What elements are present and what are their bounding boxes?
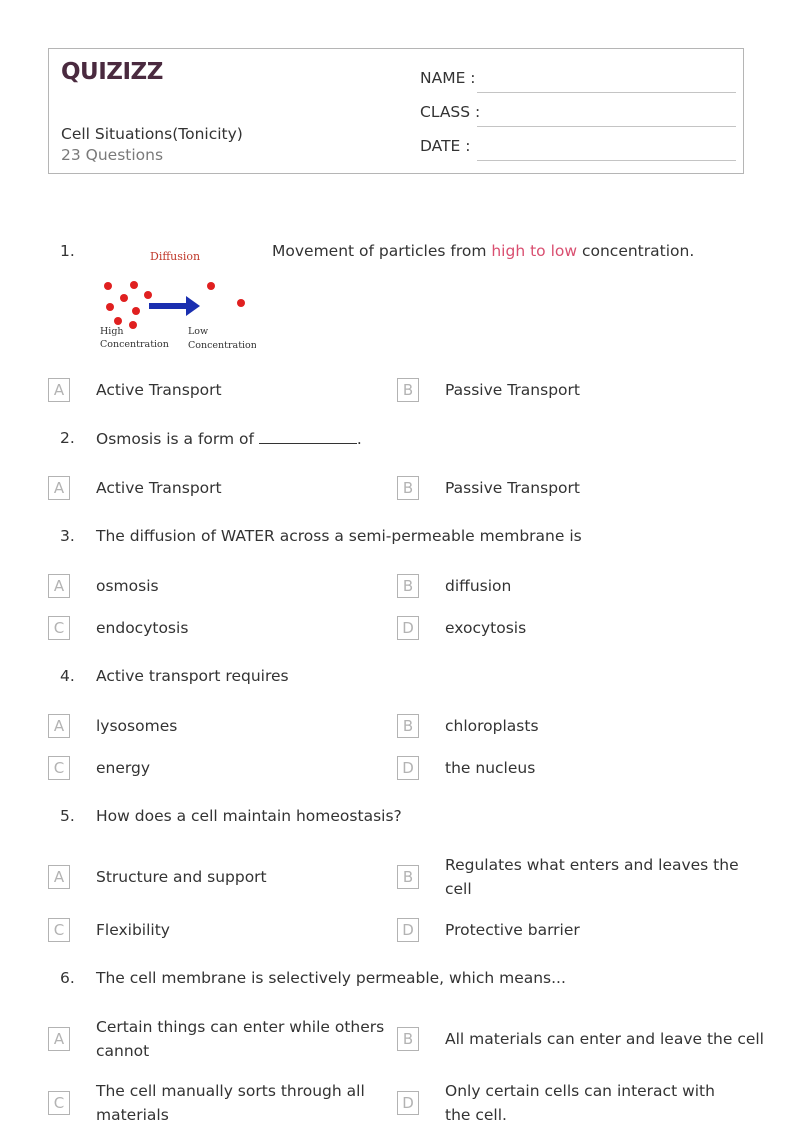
question-text: How does a cell maintain homeostasis?	[96, 807, 402, 825]
question-text-end: .	[356, 430, 362, 448]
option-letter[interactable]: B	[397, 574, 419, 598]
option-letter[interactable]: A	[48, 574, 70, 598]
option-text[interactable]: diffusion	[445, 577, 512, 595]
option-text[interactable]: Protective barrier	[445, 921, 580, 939]
class-field	[420, 103, 735, 125]
diffusion-diagram	[96, 240, 256, 355]
question-text-part: Movement of particles from	[272, 242, 492, 260]
worksheet-header	[48, 48, 744, 174]
option-text[interactable]: The cell manually sorts through all materials	[96, 1082, 365, 1124]
option-text[interactable]: Certain things can enter while others cannot	[96, 1018, 385, 1060]
option-letter[interactable]: C	[48, 616, 70, 640]
name-label: NAME :	[420, 69, 476, 87]
option-text[interactable]: exocytosis	[445, 619, 527, 637]
option-text[interactable]: Structure and support	[96, 868, 267, 886]
option-letter[interactable]: A	[48, 865, 70, 889]
option-text[interactable]: Regulates what enters and leaves the cell	[445, 856, 739, 898]
particle	[144, 291, 152, 299]
date-label: DATE :	[420, 137, 471, 155]
option-text[interactable]: All materials can enter and leave the cell	[445, 1030, 764, 1048]
option-letter[interactable]: B	[397, 378, 419, 402]
particle	[132, 307, 140, 315]
option-letter[interactable]: B	[397, 714, 419, 738]
option-letter[interactable]: C	[48, 918, 70, 942]
highlight-text: high to low	[491, 242, 578, 260]
option-text[interactable]: endocytosis	[96, 619, 189, 637]
class-label: CLASS :	[420, 103, 481, 121]
high-label: High	[100, 326, 124, 337]
option-letter[interactable]: B	[397, 1027, 419, 1051]
arrow-head	[186, 296, 200, 316]
name-line	[477, 92, 736, 93]
low-label: Low	[188, 326, 209, 337]
particle	[129, 321, 137, 329]
answer-blank	[259, 429, 357, 444]
particle	[104, 282, 112, 290]
question-text	[96, 429, 362, 448]
option-text[interactable]: the nucleus	[445, 759, 536, 777]
option-letter[interactable]: D	[397, 1091, 419, 1115]
option-text[interactable]: Active Transport	[96, 479, 222, 497]
particle	[130, 281, 138, 289]
option-letter[interactable]: A	[48, 476, 70, 500]
option-letter[interactable]: C	[48, 756, 70, 780]
particle	[114, 317, 122, 325]
question-number: 5.	[60, 807, 75, 825]
question-text-part: Osmosis is a form of	[96, 430, 259, 448]
low-concentration-label: Concentration	[188, 340, 256, 351]
option-text[interactable]: Passive Transport	[445, 479, 580, 497]
quizizz-logo: QUIZIZZ	[61, 59, 163, 85]
question-count: 23 Questions	[61, 146, 164, 164]
particle	[207, 282, 215, 290]
option-text[interactable]: chloroplasts	[445, 717, 539, 735]
option-letter[interactable]: D	[397, 616, 419, 640]
question-number: 1.	[60, 242, 75, 260]
high-concentration-label: Concentration	[100, 339, 169, 350]
question-text: The diffusion of WATER across a semi-permeable membrane is	[96, 527, 582, 545]
diffusion-illustration	[96, 240, 256, 355]
option-text[interactable]: osmosis	[96, 577, 159, 595]
name-field	[420, 69, 735, 91]
option-letter[interactable]: C	[48, 1091, 70, 1115]
option-letter[interactable]: B	[397, 865, 419, 889]
question-text	[272, 242, 694, 260]
class-line	[477, 126, 736, 127]
arrow-shaft	[149, 303, 187, 309]
option-text[interactable]: Flexibility	[96, 921, 170, 939]
particle	[106, 303, 114, 311]
particle	[120, 294, 128, 302]
option-letter[interactable]: A	[48, 714, 70, 738]
question-number: 4.	[60, 667, 75, 685]
question-text: The cell membrane is selectively permeable, which means...	[96, 969, 566, 987]
option-letter[interactable]: A	[48, 1027, 70, 1051]
option-letter[interactable]: B	[397, 476, 419, 500]
question-text: Active transport requires	[96, 667, 289, 685]
option-letter[interactable]: D	[397, 918, 419, 942]
date-field	[420, 137, 735, 159]
option-text[interactable]: Only certain cells can interact with the cell.	[445, 1082, 715, 1124]
option-text[interactable]: Active Transport	[96, 381, 222, 399]
question-number: 3.	[60, 527, 75, 545]
question-text-part: concentration.	[577, 242, 695, 260]
date-line	[477, 160, 736, 161]
option-text[interactable]: energy	[96, 759, 151, 777]
question-number: 6.	[60, 969, 75, 987]
diagram-title: Diffusion	[150, 250, 201, 263]
particle	[237, 299, 245, 307]
worksheet-title: Cell Situations(Tonicity)	[61, 125, 243, 143]
option-text[interactable]: lysosomes	[96, 717, 178, 735]
option-text[interactable]: Passive Transport	[445, 381, 580, 399]
option-letter[interactable]: D	[397, 756, 419, 780]
question-number: 2.	[60, 429, 75, 447]
option-letter[interactable]: A	[48, 378, 70, 402]
